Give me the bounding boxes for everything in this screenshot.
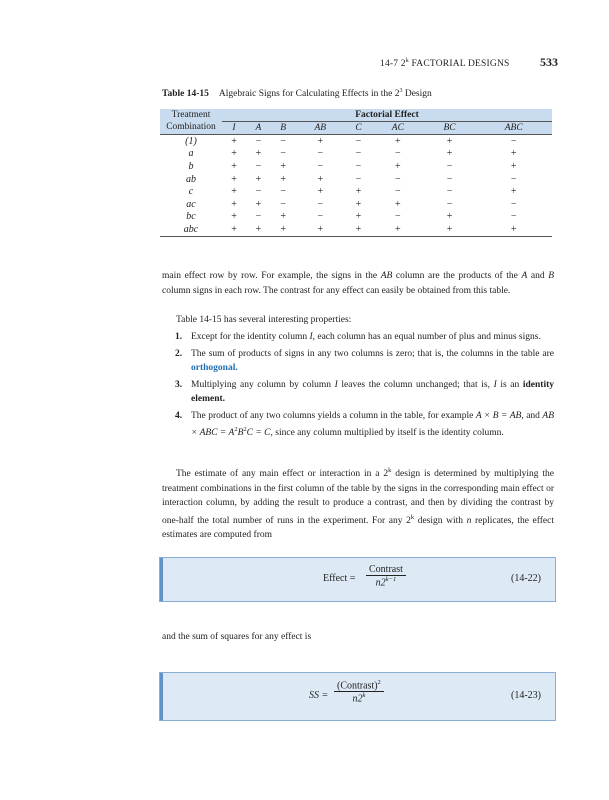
sign-cell: +: [446, 135, 453, 147]
sign-cell: −: [446, 186, 453, 198]
running-header: [380, 55, 558, 71]
sign-table: [160, 109, 552, 237]
table-caption: [162, 88, 432, 99]
list-item: 3. Multiplying any column by column I leaves the column unchanged; that is, I is an identity element.: [175, 379, 554, 404]
sign-cell: −: [395, 173, 401, 185]
sign-cell: −: [317, 198, 324, 210]
column-header: AC: [372, 122, 424, 135]
table-row: [160, 148, 552, 161]
sign-cell: −: [317, 160, 324, 172]
equation-number: (14-22): [511, 573, 541, 584]
column-header: ABC: [475, 122, 552, 135]
paragraph-3: The estimate of any main effect or interaction in a 2$^k$ design is determined by multiplying the treatment combinations in the first column of the table by the signs in the corresponding main effect or interaction column, by adding the result to produce a contrast, and then by dividing the contrast by one-half the total number of runs in the experiment. For any 2$^k$ design with n replicates, the effect estimates are computed from: [162, 467, 554, 541]
sign-cell: +: [345, 223, 372, 236]
table-row: [160, 211, 552, 224]
sign-cell: +: [231, 211, 237, 223]
treatment-combination-cell: b: [188, 160, 194, 172]
list-item: 2. The sum of products of signs in any two columns is zero; that is, the columns in the table are orthogonal.: [175, 348, 554, 373]
equation-box-effect: [159, 557, 556, 602]
sign-cell: −: [255, 186, 262, 198]
sign-cell: +: [424, 223, 476, 236]
sign-cell: +: [355, 186, 362, 198]
paragraph-2: Table 14-15 has several interesting properties:: [176, 315, 352, 325]
table-row: [160, 223, 552, 236]
treatment-header-1: Treatment: [171, 109, 211, 120]
table-number: Table 14-15: [162, 89, 209, 100]
sign-cell: −: [510, 135, 517, 147]
treatment-combination-cell: ab: [186, 173, 196, 185]
treatment-combination-cell: c: [188, 186, 194, 198]
treatment-header-2: Combination: [160, 122, 222, 135]
sign-cell: +: [510, 160, 517, 172]
table-row: [160, 160, 552, 173]
sign-cell: +: [255, 198, 262, 210]
equation-lhs: Effect =: [323, 573, 356, 584]
sign-cell: −: [255, 211, 262, 223]
sign-cell: +: [296, 223, 345, 236]
sign-cell: +: [280, 211, 286, 223]
sign-cell: −: [280, 186, 286, 198]
column-header: I: [222, 122, 246, 135]
keyword-orthogonal: orthogonal.: [191, 363, 238, 373]
fraction-denominator: $n2^{k-1}$: [375, 576, 397, 589]
sign-cell: +: [246, 223, 271, 236]
sign-cell: −: [510, 173, 517, 185]
sign-cell: −: [355, 173, 362, 185]
sign-cell: −: [395, 148, 401, 160]
table-row: [160, 173, 552, 186]
table-row: [160, 135, 552, 148]
paragraph-4: and the sum of squares for any effect is: [162, 632, 312, 642]
equation-accent-bar: [160, 673, 163, 720]
sign-cell: −: [355, 160, 362, 172]
sign-cell: −: [255, 135, 262, 147]
sign-cell: +: [355, 198, 362, 210]
sign-cell: +: [317, 135, 324, 147]
list-item: 1. Except for the identity column I, each column has an equal number of plus and minus signs.: [175, 332, 541, 342]
equation-fraction: [334, 679, 384, 705]
treatment-combination-cell: (1): [185, 135, 197, 147]
sign-cell: −: [355, 135, 362, 147]
treatment-combination-cell: ac: [186, 198, 196, 210]
sign-cell: +: [355, 211, 362, 223]
sign-cell: +: [395, 135, 401, 147]
column-header: B: [271, 122, 296, 135]
sign-cell: −: [395, 186, 401, 198]
column-header: BC: [424, 122, 476, 135]
table-row: [160, 185, 552, 198]
sign-cell: +: [231, 148, 237, 160]
equation-accent-bar: [160, 558, 163, 601]
sign-cell: −: [446, 198, 453, 210]
sign-cell: −: [446, 160, 453, 172]
table-title: Algebraic Signs for Calculating Effects in the $2^3$ Design: [218, 88, 432, 100]
list-item: 4. The product of any two columns yields a column in the table, for example A × B = AB, and AB × ABC = $A^2B^2C = C$, since any column multiplied by itself is the identity column.: [175, 410, 554, 439]
sign-cell: +: [280, 173, 286, 185]
sign-cell: +: [280, 160, 286, 172]
sign-cell: +: [475, 223, 552, 236]
sign-cell: −: [395, 211, 401, 223]
sign-cell: +: [255, 173, 262, 185]
sign-cell: +: [372, 223, 424, 236]
sign-cell: +: [395, 160, 401, 172]
column-header: A: [246, 122, 271, 135]
treatment-combination-cell: abc: [160, 223, 222, 236]
sign-cell: −: [280, 198, 286, 210]
sign-cell: +: [222, 223, 246, 236]
fraction-numerator: Contrast: [366, 564, 406, 576]
sign-cell: −: [280, 148, 286, 160]
sign-cell: −: [317, 148, 324, 160]
equation-box-ss: [159, 672, 556, 721]
sign-cell: −: [255, 160, 262, 172]
fraction-denominator: n2$^k$: [352, 692, 366, 705]
section-title: 14-7 2$^k$ FACTORIAL DESIGNS: [380, 58, 510, 70]
sign-cell: +: [446, 148, 453, 160]
column-header: C: [345, 122, 372, 135]
page-number: 533: [540, 55, 558, 69]
sign-cell: +: [510, 148, 517, 160]
table-row: [160, 198, 552, 211]
sign-cell: +: [255, 148, 262, 160]
column-header: AB: [296, 122, 345, 135]
treatment-combination-cell: bc: [186, 211, 196, 223]
sign-cell: +: [231, 198, 237, 210]
sign-cell: +: [271, 223, 296, 236]
equation-number: (14-23): [511, 690, 541, 701]
sign-cell: +: [231, 135, 237, 147]
sign-cell: +: [231, 160, 237, 172]
sign-cell: −: [317, 211, 324, 223]
fraction-numerator: (Contrast)$^2$: [334, 679, 384, 692]
sign-cell: −: [510, 211, 517, 223]
properties-list: [162, 330, 554, 443]
sign-cell: +: [446, 211, 453, 223]
sign-cell: +: [231, 186, 237, 198]
sign-cell: −: [510, 198, 517, 210]
keyword-identity-element: identity element.: [191, 379, 554, 404]
sign-cell: +: [317, 186, 324, 198]
sign-cell: +: [317, 173, 324, 185]
equation-lhs: SS =: [309, 690, 329, 701]
factorial-effect-header: Factorial Effect: [222, 109, 552, 122]
sign-cell: +: [231, 173, 237, 185]
sign-cell: −: [446, 173, 453, 185]
sign-cell: +: [395, 198, 401, 210]
sign-cell: −: [355, 148, 362, 160]
sign-cell: −: [280, 135, 286, 147]
sign-cell: +: [510, 186, 517, 198]
treatment-combination-cell: a: [188, 148, 194, 160]
paragraph-1: main effect row by row. For example, the signs in the AB column are the products of the A and B column signs in each row. The contrast for any effect can easily be obtained from this table.: [162, 271, 554, 296]
equation-fraction: [366, 564, 406, 588]
